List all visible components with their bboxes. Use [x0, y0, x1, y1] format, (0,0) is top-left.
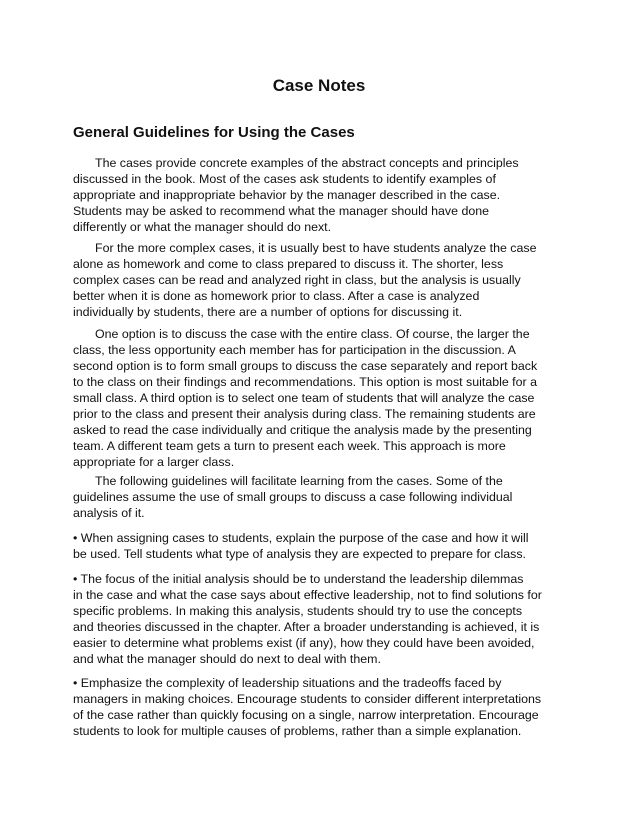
paragraph-line: differently or what the manager should do next. — [73, 220, 332, 234]
paragraph-line: complex cases can be read and analyzed right in class, but the analysis is usually — [73, 273, 521, 287]
paragraph-line: prior to the class and present their analysis during class. The remaining students are — [73, 407, 536, 421]
paragraph-line: • When assigning cases to students, explain the purpose of the case and how it will — [73, 531, 529, 545]
bullet-item-assigning — [73, 530, 593, 562]
paragraph-line: and theories discussed in the chapter. After a broader understanding is achieved, it is — [73, 620, 540, 634]
paragraph-line: appropriate and inappropriate behavior by the manager described in the case. — [73, 188, 501, 202]
paragraph-line: The cases provide concrete examples of the abstract concepts and principles — [95, 156, 519, 170]
paragraph-line: specific problems. In making this analysis, students should try to use the concepts — [73, 604, 523, 618]
paragraph-line: For the more complex cases, it is usually best to have students analyze the case — [95, 241, 537, 255]
paragraph-line: The following guidelines will facilitate learning from the cases. Some of the — [95, 474, 503, 488]
paragraph-line: guidelines assume the use of small groups to discuss a case following individual — [73, 490, 513, 504]
paragraph-line: • The focus of the initial analysis should be to understand the leadership dilemmas — [73, 572, 524, 586]
paragraph-line: individually by students, there are a number of options for discussing it. — [73, 305, 463, 319]
paragraph-line: in the case and what the case says about effective leadership, not to find solutions for — [73, 588, 542, 602]
paragraph-line: better when it is done as homework prior to class. After a case is analyzed — [73, 289, 480, 303]
paragraph-line: small class. A third option is to select one team of students that will analyze the case — [73, 391, 535, 405]
paragraph-intro — [73, 155, 593, 235]
bullet-item-complexity — [73, 675, 593, 739]
paragraph-line: second option is to form small groups to discuss the case separately and report back — [73, 359, 538, 373]
paragraph-discussion-options — [73, 326, 593, 470]
paragraph-line: One option is to discuss the case with the entire class. Of course, the larger the — [95, 327, 530, 341]
paragraph-complex-cases — [73, 240, 593, 320]
paragraph-line: be used. Tell students what type of analysis they are expected to prepare for class. — [73, 547, 526, 561]
paragraph-line: appropriate for a larger class. — [73, 455, 235, 469]
paragraph-line: team. A different team gets a turn to present each week. This approach is more — [73, 439, 506, 453]
paragraph-guidelines-intro — [73, 473, 593, 521]
paragraph-line: analysis of it. — [73, 506, 145, 520]
paragraph-line: students to look for multiple causes of problems, rather than a simple explanation. — [73, 724, 522, 738]
section-heading: General Guidelines for Using the Cases — [73, 124, 355, 141]
paragraph-line: asked to read the case individually and critique the analysis made by the presenting — [73, 423, 532, 437]
paragraph-line: class, the less opportunity each member has for participation in the discussion. A — [73, 343, 516, 357]
paragraph-line: discussed in the book. Most of the cases ask students to identify examples of — [73, 172, 496, 186]
paragraph-line: and what the manager should do next to deal with them. — [73, 652, 381, 666]
paragraph-line: Students may be asked to recommend what the manager should have done — [73, 204, 490, 218]
paragraph-line: managers in making choices. Encourage students to consider different interpretations — [73, 692, 542, 706]
paragraph-line: alone as homework and come to class prepared to discuss it. The shorter, less — [73, 257, 504, 271]
paragraph-line: • Emphasize the complexity of leadership situations and the tradeoffs faced by — [73, 676, 502, 690]
paragraph-line: easier to determine what problems exist (if any), how they could have been avoided, — [73, 636, 535, 650]
paragraph-line: to the class on their findings and recommendations. This option is most suitable for a — [73, 375, 537, 389]
page-title: Case Notes — [272, 76, 366, 95]
paragraph-line: of the case rather than quickly focusing on a single, narrow interpretation. Encourage — [73, 708, 539, 722]
bullet-item-analysis-focus — [73, 571, 593, 667]
